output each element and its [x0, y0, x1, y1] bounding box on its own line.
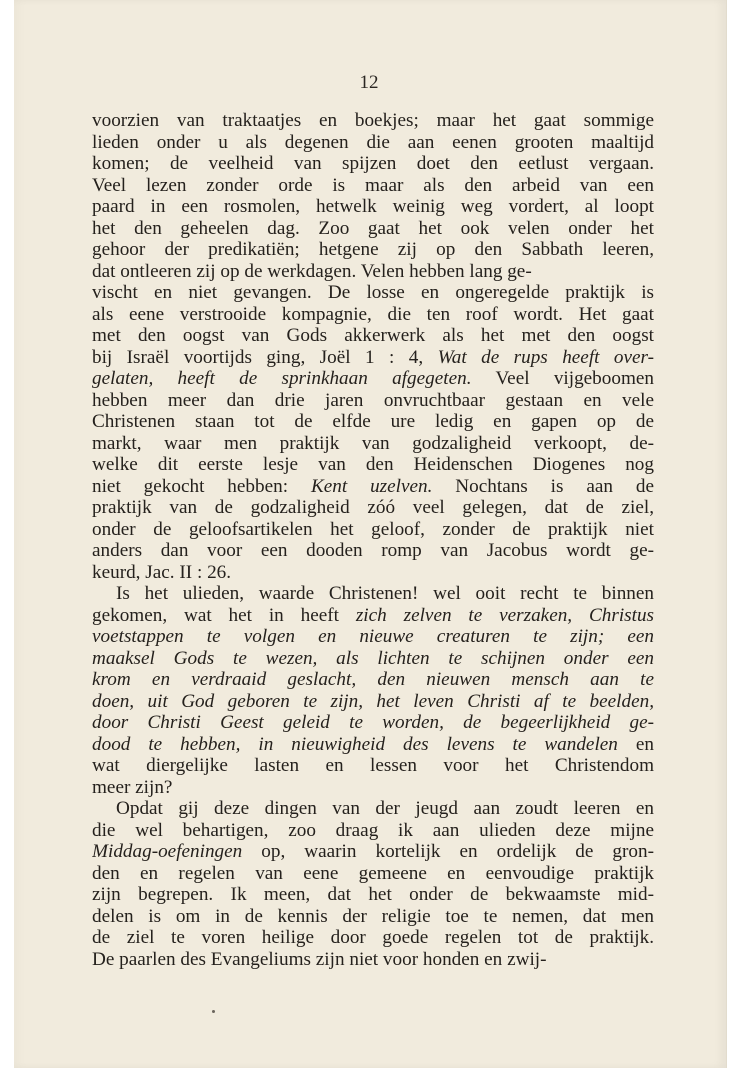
page-number: 12 [359, 72, 379, 93]
text-span: welke dit eerste lesje van den Heidenschen Diogenes nog [92, 454, 654, 475]
text-span: praktijk van de godzaligheid zóó veel gelegen, dat de ziel, [92, 497, 654, 518]
text-span: vischt en niet gevangen. De losse en ongeregelde praktijk is [92, 282, 654, 303]
italic-text: Wat de rups heeft over- [437, 346, 654, 368]
text-span: komen; de veelheid van spijzen doet den eetlust vergaan. [92, 153, 654, 174]
italic-text: doen, uit God geboren te zijn, het leven Christi af te beelden, [92, 690, 654, 712]
text-line [92, 433, 654, 455]
text-line [92, 798, 654, 820]
text-span: anders dan voor een dooden romp van Jacobus wordt ge- [92, 540, 654, 561]
text-span: onder de geloofsartikelen het geloof, zonder de praktijk niet [92, 518, 654, 540]
text-span: De paarlen des Evangeliums zijn niet voor honden en zwij- [92, 948, 547, 970]
italic-text: zich zelven te verzaken, Christus [355, 604, 654, 626]
text-line [92, 755, 654, 777]
text-line [92, 304, 654, 326]
text-line [92, 239, 654, 261]
text-line [92, 390, 654, 412]
text-line [92, 820, 654, 842]
italic-text: maaksel Gods te wezen, als lichten te schijnen onder een [92, 647, 654, 669]
text-span: Christenen staan tot de elfde ure ledig en gapen op de [92, 411, 654, 432]
text-span: meer zijn? [92, 776, 173, 798]
italic-text: dood te hebben, in nieuwigheid des levens te wandelen [92, 733, 618, 755]
text-line [92, 583, 654, 605]
text-span: Veel vijgeboomen [471, 368, 654, 389]
text-line [92, 110, 654, 132]
text-span: Opdat gij deze dingen van der jeugd aan zoudt leeren en [116, 798, 654, 819]
text-line [92, 626, 654, 648]
text-span: hebben meer dan drie jaren onvruchtbaar gestaan en vele [92, 389, 654, 411]
text-span: paard in een rosmolen, hetwelk weinig weg vordert, al loopt [92, 196, 654, 217]
text-line [92, 282, 654, 304]
italic-text: voetstappen te volgen en nieuwe creaturen te zijn; een [92, 626, 654, 647]
text-span: gekomen, wat het in heeft [92, 604, 356, 626]
text-span: dat ontleeren zij op de werkdagen. Velen hebben lang ge- [92, 260, 532, 282]
text-line [92, 712, 654, 734]
text-span: Is het ulieden, waarde Christenen! wel ooit recht te binnen [116, 583, 654, 604]
text-line [92, 347, 654, 369]
text-line [92, 863, 654, 885]
text-line [92, 949, 654, 971]
text-line [92, 153, 654, 175]
text-span: met den oogst van Gods akkerwerk als het met den oogst [92, 325, 654, 346]
text-span: zijn begrepen. Ik meen, dat het onder de bekwaamste mid- [92, 884, 654, 905]
text-line [92, 691, 654, 713]
text-line [92, 411, 654, 433]
text-line [92, 325, 654, 347]
text-span: keurd, Jac. II : 26. [92, 561, 232, 583]
text-line [92, 841, 654, 863]
italic-text: Middag-oefeningen [92, 841, 243, 862]
text-span: het den geheelen dag. Zoo gaat het ook velen onder het [92, 217, 654, 239]
text-span: lieden onder u als degenen die aan eenen grooten maaltijd [92, 131, 654, 153]
text-line [92, 476, 654, 498]
text-line [92, 562, 654, 584]
text-line [92, 669, 654, 691]
text-span: en [617, 733, 654, 755]
italic-text: door Christi Geest geleid te worden, de begeerlijkheid ge- [92, 712, 654, 733]
text-span: Nochtans is aan de [432, 475, 654, 497]
text-line [92, 648, 654, 670]
text-span: op, waarin kortelijk en ordelijk de gron- [242, 841, 654, 862]
text-line [92, 196, 654, 218]
text-line [92, 906, 654, 928]
text-line [92, 132, 654, 154]
text-line [92, 261, 654, 283]
italic-text: krom en verdraaid geslacht, den nieuwen mensch aan te [92, 669, 654, 690]
text-line [92, 519, 654, 541]
text-span: gehoor der predikatiën; hetgene zij op den Sabbath leeren, [92, 239, 654, 260]
text-line [92, 497, 654, 519]
text-line [92, 368, 654, 390]
italic-text: Kent uzelven. [310, 475, 433, 497]
text-span: markt, waar men praktijk van godzaligheid verkoopt, de- [92, 432, 654, 454]
text-line [92, 734, 654, 756]
body-text [92, 110, 654, 970]
text-line [92, 175, 654, 197]
text-span: delen is om in de kennis der religie toe te nemen, dat men [92, 905, 654, 927]
text-line [92, 927, 654, 949]
text-span: niet gekocht hebben: [92, 475, 311, 497]
text-span: bij Israël voortijds ging, Joël 1 : 4, [92, 346, 438, 368]
text-line [92, 605, 654, 627]
text-span: als eene verstrooide kompagnie, die ten roof wordt. Het gaat [92, 303, 654, 325]
text-span: den en regelen van eene gemeene en eenvoudige praktijk [92, 862, 654, 884]
italic-text: gelaten, heeft de sprinkhaan afgegeten. [92, 368, 472, 389]
paper-speck [212, 1010, 215, 1013]
text-span: wat diergelijke lasten en lessen voor het Christendom [92, 755, 654, 776]
text-line [92, 540, 654, 562]
text-span: de ziel te voren heilige door goede regelen tot de praktijk. [92, 927, 654, 948]
text-line [92, 454, 654, 476]
text-line [92, 777, 654, 799]
text-line [92, 218, 654, 240]
text-span: Veel lezen zonder orde is maar als den arbeid van een [92, 174, 654, 196]
text-span: voorzien van traktaatjes en boekjes; maar het gaat sommige [92, 110, 654, 131]
text-span: die wel behartigen, zoo draag ik aan ulieden deze mijne [92, 819, 654, 841]
text-line [92, 884, 654, 906]
